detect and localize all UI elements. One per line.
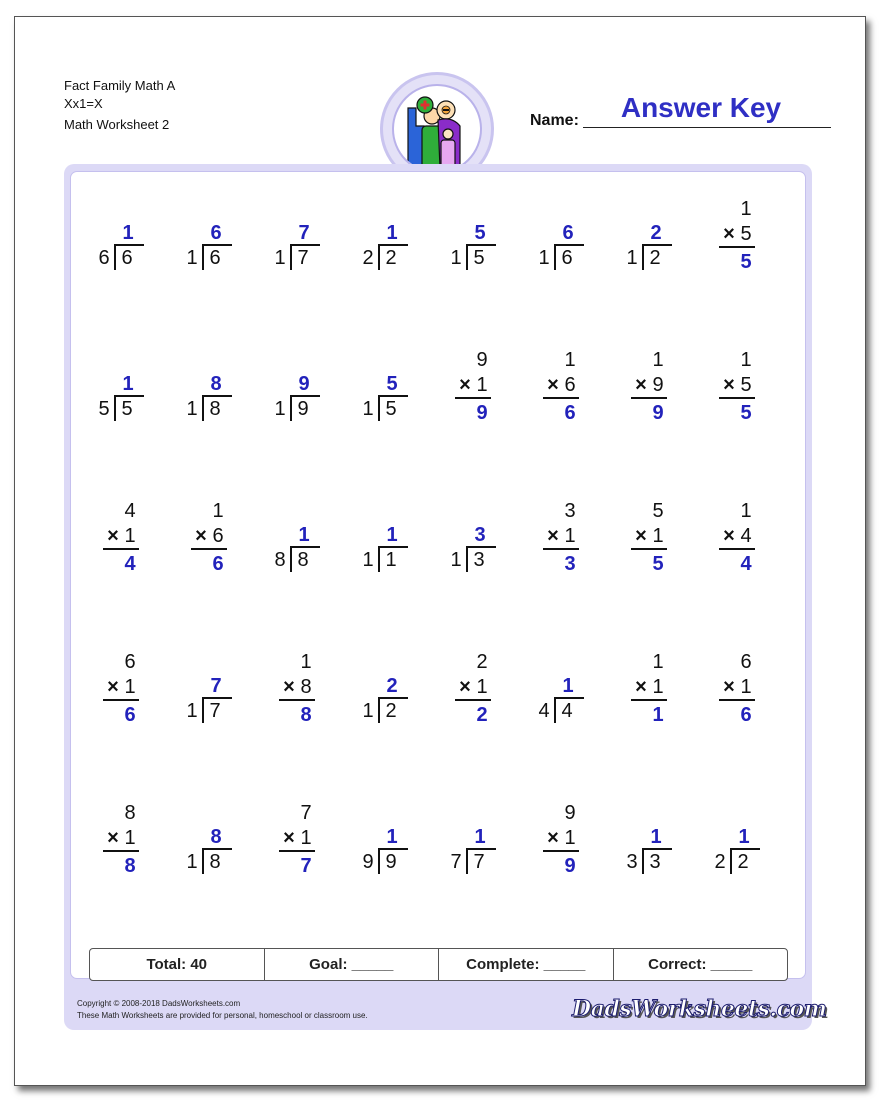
division-bracket-top [114,244,144,246]
division-problem [443,802,515,882]
division-bracket-top [466,848,496,850]
divisor: 1 [186,851,198,873]
goal-field: Goal: _____ [265,949,440,980]
division-bracket-side [202,848,204,874]
answer-line [719,246,755,248]
worksheet-subtitle: Xx1=X [64,96,103,111]
product-answer: 6 [212,553,224,575]
divisor: 1 [362,398,374,420]
divisor: 1 [626,247,638,269]
answer-line [631,397,667,399]
multiplicand: 6 [124,651,136,673]
copyright-notice [77,998,368,1022]
problems-frame [64,164,827,1030]
multiplication-problem [707,349,779,429]
product-answer: 4 [740,553,752,575]
dividend: 8 [297,549,309,571]
product-answer: 8 [124,855,136,877]
times-sign: × [107,827,119,849]
division-bracket-top [290,395,320,397]
multiplicand: 9 [476,349,488,371]
product-answer: 5 [740,402,752,424]
division-problem [619,198,691,278]
dividend: 6 [209,247,221,269]
division-bracket-side [290,546,292,572]
divisor: 6 [98,247,110,269]
times-sign: × [635,374,647,396]
multiplier: 1 [564,525,576,547]
division-bracket-side [378,244,380,270]
multiplication-problem [707,651,779,731]
quotient-answer: 1 [738,826,750,848]
division-problem [267,500,339,580]
multiplication-problem [619,349,691,429]
dividend: 2 [737,851,749,873]
division-bracket-side [554,697,556,723]
division-bracket-side [202,697,204,723]
division-problem [531,198,603,278]
product-answer: 9 [476,402,488,424]
multiplicand: 6 [740,651,752,673]
multiplication-problem [707,500,779,580]
divisor: 2 [714,851,726,873]
quotient-answer: 5 [474,222,486,244]
quotient-answer: 1 [474,826,486,848]
division-problem [619,802,691,882]
dividend: 5 [385,398,397,420]
division-bracket-side [202,244,204,270]
answer-line [631,548,667,550]
dividend: 3 [649,851,661,873]
multiplication-problem [531,500,603,580]
multiplication-problem [179,500,251,580]
multiplier: 5 [740,374,752,396]
multiplier: 1 [652,525,664,547]
worksheet-number: Math Worksheet 2 [64,117,170,132]
dividend: 1 [385,549,397,571]
problems-panel [70,171,806,979]
division-bracket-top [202,697,232,699]
quotient-answer: 1 [122,373,134,395]
division-bracket-side [114,244,116,270]
divisor: 3 [626,851,638,873]
dividend: 5 [121,398,133,420]
times-sign: × [547,374,559,396]
division-bracket-top [466,546,496,548]
answer-line [455,397,491,399]
multiplicand: 1 [564,349,576,371]
times-sign: × [723,525,735,547]
quotient-answer: 8 [210,373,222,395]
quotient-answer: 9 [298,373,310,395]
dividend: 7 [297,247,309,269]
dividend: 7 [473,851,485,873]
dividend: 6 [121,247,133,269]
division-bracket-top [730,848,760,850]
division-bracket-top [202,244,232,246]
division-bracket-side [378,395,380,421]
division-bracket-side [554,244,556,270]
quotient-answer: 2 [386,675,398,697]
multiplication-problem [707,198,779,278]
division-problem [91,198,163,278]
divisor: 7 [450,851,462,873]
multiplicand: 1 [652,651,664,673]
answer-line [719,548,755,550]
multiplication-problem [267,802,339,882]
multiplier: 4 [740,525,752,547]
division-bracket-top [378,546,408,548]
multiplication-problem [531,349,603,429]
division-bracket-top [554,697,584,699]
quotient-answer: 2 [650,222,662,244]
division-bracket-side [642,848,644,874]
divisor: 1 [186,247,198,269]
answer-line [103,850,139,852]
times-sign: × [547,525,559,547]
divisor: 1 [274,398,286,420]
divisor: 1 [362,549,374,571]
multiplication-problem [91,802,163,882]
worksheet-title: Fact Family Math A [64,78,176,93]
multiplication-problem [91,651,163,731]
quotient-answer: 1 [562,675,574,697]
dividend: 8 [209,398,221,420]
multiplication-problem [267,651,339,731]
quotient-answer: 6 [562,222,574,244]
times-sign: × [635,525,647,547]
quotient-answer: 3 [474,524,486,546]
answer-line [719,699,755,701]
divisor: 1 [450,549,462,571]
multiplier: 1 [124,676,136,698]
division-bracket-top [466,244,496,246]
division-problem [443,198,515,278]
division-problem [355,349,427,429]
dividend: 6 [561,247,573,269]
multiplier: 1 [124,827,136,849]
dividend: 7 [209,700,221,722]
division-bracket-side [730,848,732,874]
product-answer: 6 [124,704,136,726]
answer-line [279,699,315,701]
multiplier: 8 [300,676,312,698]
multiplier: 6 [212,525,224,547]
multiplication-problem [91,500,163,580]
division-bracket-top [202,395,232,397]
multiplier: 1 [124,525,136,547]
division-bracket-side [378,546,380,572]
product-answer: 4 [124,553,136,575]
answer-line [719,397,755,399]
answer-line [191,548,227,550]
dividend: 9 [297,398,309,420]
times-sign: × [459,374,471,396]
quotient-answer: 1 [650,826,662,848]
division-problem [707,802,779,882]
quotient-answer: 7 [298,222,310,244]
quotient-answer: 5 [386,373,398,395]
multiplier: 1 [476,676,488,698]
answer-key-text: Answer Key [620,92,782,123]
answer-line [543,397,579,399]
family-plus-minus-icon [394,86,480,172]
times-sign: × [195,525,207,547]
divisor: 2 [362,247,374,269]
multiplier: 1 [476,374,488,396]
division-problem [355,651,427,731]
division-bracket-side [114,395,116,421]
dividend: 8 [209,851,221,873]
multiplier: 9 [652,374,664,396]
dividend: 2 [385,700,397,722]
multiplication-problem [443,349,515,429]
division-bracket-top [114,395,144,397]
multiplicand: 4 [124,500,136,522]
divisor: 5 [98,398,110,420]
divisor: 9 [362,851,374,873]
divisor: 1 [450,247,462,269]
times-sign: × [723,374,735,396]
multiplier: 6 [564,374,576,396]
multiplicand: 1 [652,349,664,371]
multiplier: 1 [564,827,576,849]
division-bracket-top [642,848,672,850]
division-problem [91,349,163,429]
multiplier: 1 [740,676,752,698]
product-answer: 5 [652,553,664,575]
times-sign: × [459,676,471,698]
divisor: 1 [538,247,550,269]
division-bracket-top [290,546,320,548]
multiplicand: 1 [740,500,752,522]
times-sign: × [283,676,295,698]
multiplication-problem [619,500,691,580]
division-problem [355,802,427,882]
division-bracket-side [466,244,468,270]
product-answer: 9 [564,855,576,877]
dividend: 9 [385,851,397,873]
quotient-answer: 1 [298,524,310,546]
division-problem [267,198,339,278]
product-answer: 9 [652,402,664,424]
division-bracket-top [378,697,408,699]
multiplicand: 2 [476,651,488,673]
name-label: Name: [530,112,579,129]
answer-line [543,548,579,550]
multiplier: 5 [740,223,752,245]
multiplication-problem [531,802,603,882]
divisor: 1 [186,700,198,722]
multiplication-problem [619,651,691,731]
division-bracket-side [466,546,468,572]
times-sign: × [723,676,735,698]
answer-line [103,548,139,550]
quotient-answer: 1 [386,524,398,546]
times-sign: × [635,676,647,698]
dividend: 4 [561,700,573,722]
brand-logo: DadsWorksheets.com [572,996,827,1022]
times-sign: × [283,827,295,849]
product-answer: 8 [300,704,312,726]
division-bracket-side [642,244,644,270]
division-bracket-side [466,848,468,874]
score-bar [89,948,788,981]
division-problem [267,349,339,429]
total-count: Total: 40 [90,949,265,980]
product-answer: 6 [740,704,752,726]
answer-line [543,850,579,852]
times-sign: × [723,223,735,245]
division-problem [179,802,251,882]
division-problem [531,651,603,731]
usage-line: These Math Worksheets are provided for personal, homeschool or classroom use. [77,1011,368,1020]
product-answer: 2 [476,704,488,726]
product-answer: 5 [740,251,752,273]
copyright-line: Copyright © 2008-2018 DadsWorksheets.com [77,999,241,1008]
division-bracket-top [642,244,672,246]
divisor: 1 [274,247,286,269]
division-bracket-side [378,848,380,874]
complete-field: Complete: _____ [439,949,614,980]
answer-line [103,699,139,701]
multiplicand: 9 [564,802,576,824]
division-bracket-top [378,395,408,397]
divisor: 8 [274,549,286,571]
multiplicand: 1 [300,651,312,673]
division-problem [179,349,251,429]
divisor: 4 [538,700,550,722]
divisor: 1 [362,700,374,722]
quotient-answer: 1 [386,826,398,848]
division-problem [179,198,251,278]
product-answer: 7 [300,855,312,877]
dividend: 2 [649,247,661,269]
division-bracket-top [290,244,320,246]
division-problem [179,651,251,731]
multiplicand: 1 [212,500,224,522]
quotient-answer: 8 [210,826,222,848]
multiplier: 1 [652,676,664,698]
dividend: 2 [385,247,397,269]
division-bracket-side [290,395,292,421]
quotient-answer: 6 [210,222,222,244]
multiplication-problem [443,651,515,731]
product-answer: 1 [652,704,664,726]
division-bracket-side [378,697,380,723]
division-problem [443,500,515,580]
answer-line [631,699,667,701]
division-bracket-top [202,848,232,850]
division-bracket-top [378,244,408,246]
name-field-line [583,127,831,128]
product-answer: 3 [564,553,576,575]
division-bracket-side [290,244,292,270]
division-bracket-side [202,395,204,421]
correct-field: Correct: _____ [648,956,753,973]
multiplicand: 5 [652,500,664,522]
multiplicand: 1 [740,198,752,220]
multiplicand: 1 [740,349,752,371]
dividend: 5 [473,247,485,269]
multiplicand: 8 [124,802,136,824]
times-sign: × [547,827,559,849]
product-answer: 6 [564,402,576,424]
answer-line [455,699,491,701]
answer-line [279,850,315,852]
times-sign: × [107,676,119,698]
multiplicand: 7 [300,802,312,824]
division-bracket-top [378,848,408,850]
times-sign: × [107,525,119,547]
quotient-answer: 1 [386,222,398,244]
divisor: 1 [186,398,198,420]
division-problem [355,500,427,580]
quotient-answer: 1 [122,222,134,244]
multiplier: 1 [300,827,312,849]
division-problem [355,198,427,278]
division-bracket-top [554,244,584,246]
dividend: 3 [473,549,485,571]
multiplicand: 3 [564,500,576,522]
quotient-answer: 7 [210,675,222,697]
